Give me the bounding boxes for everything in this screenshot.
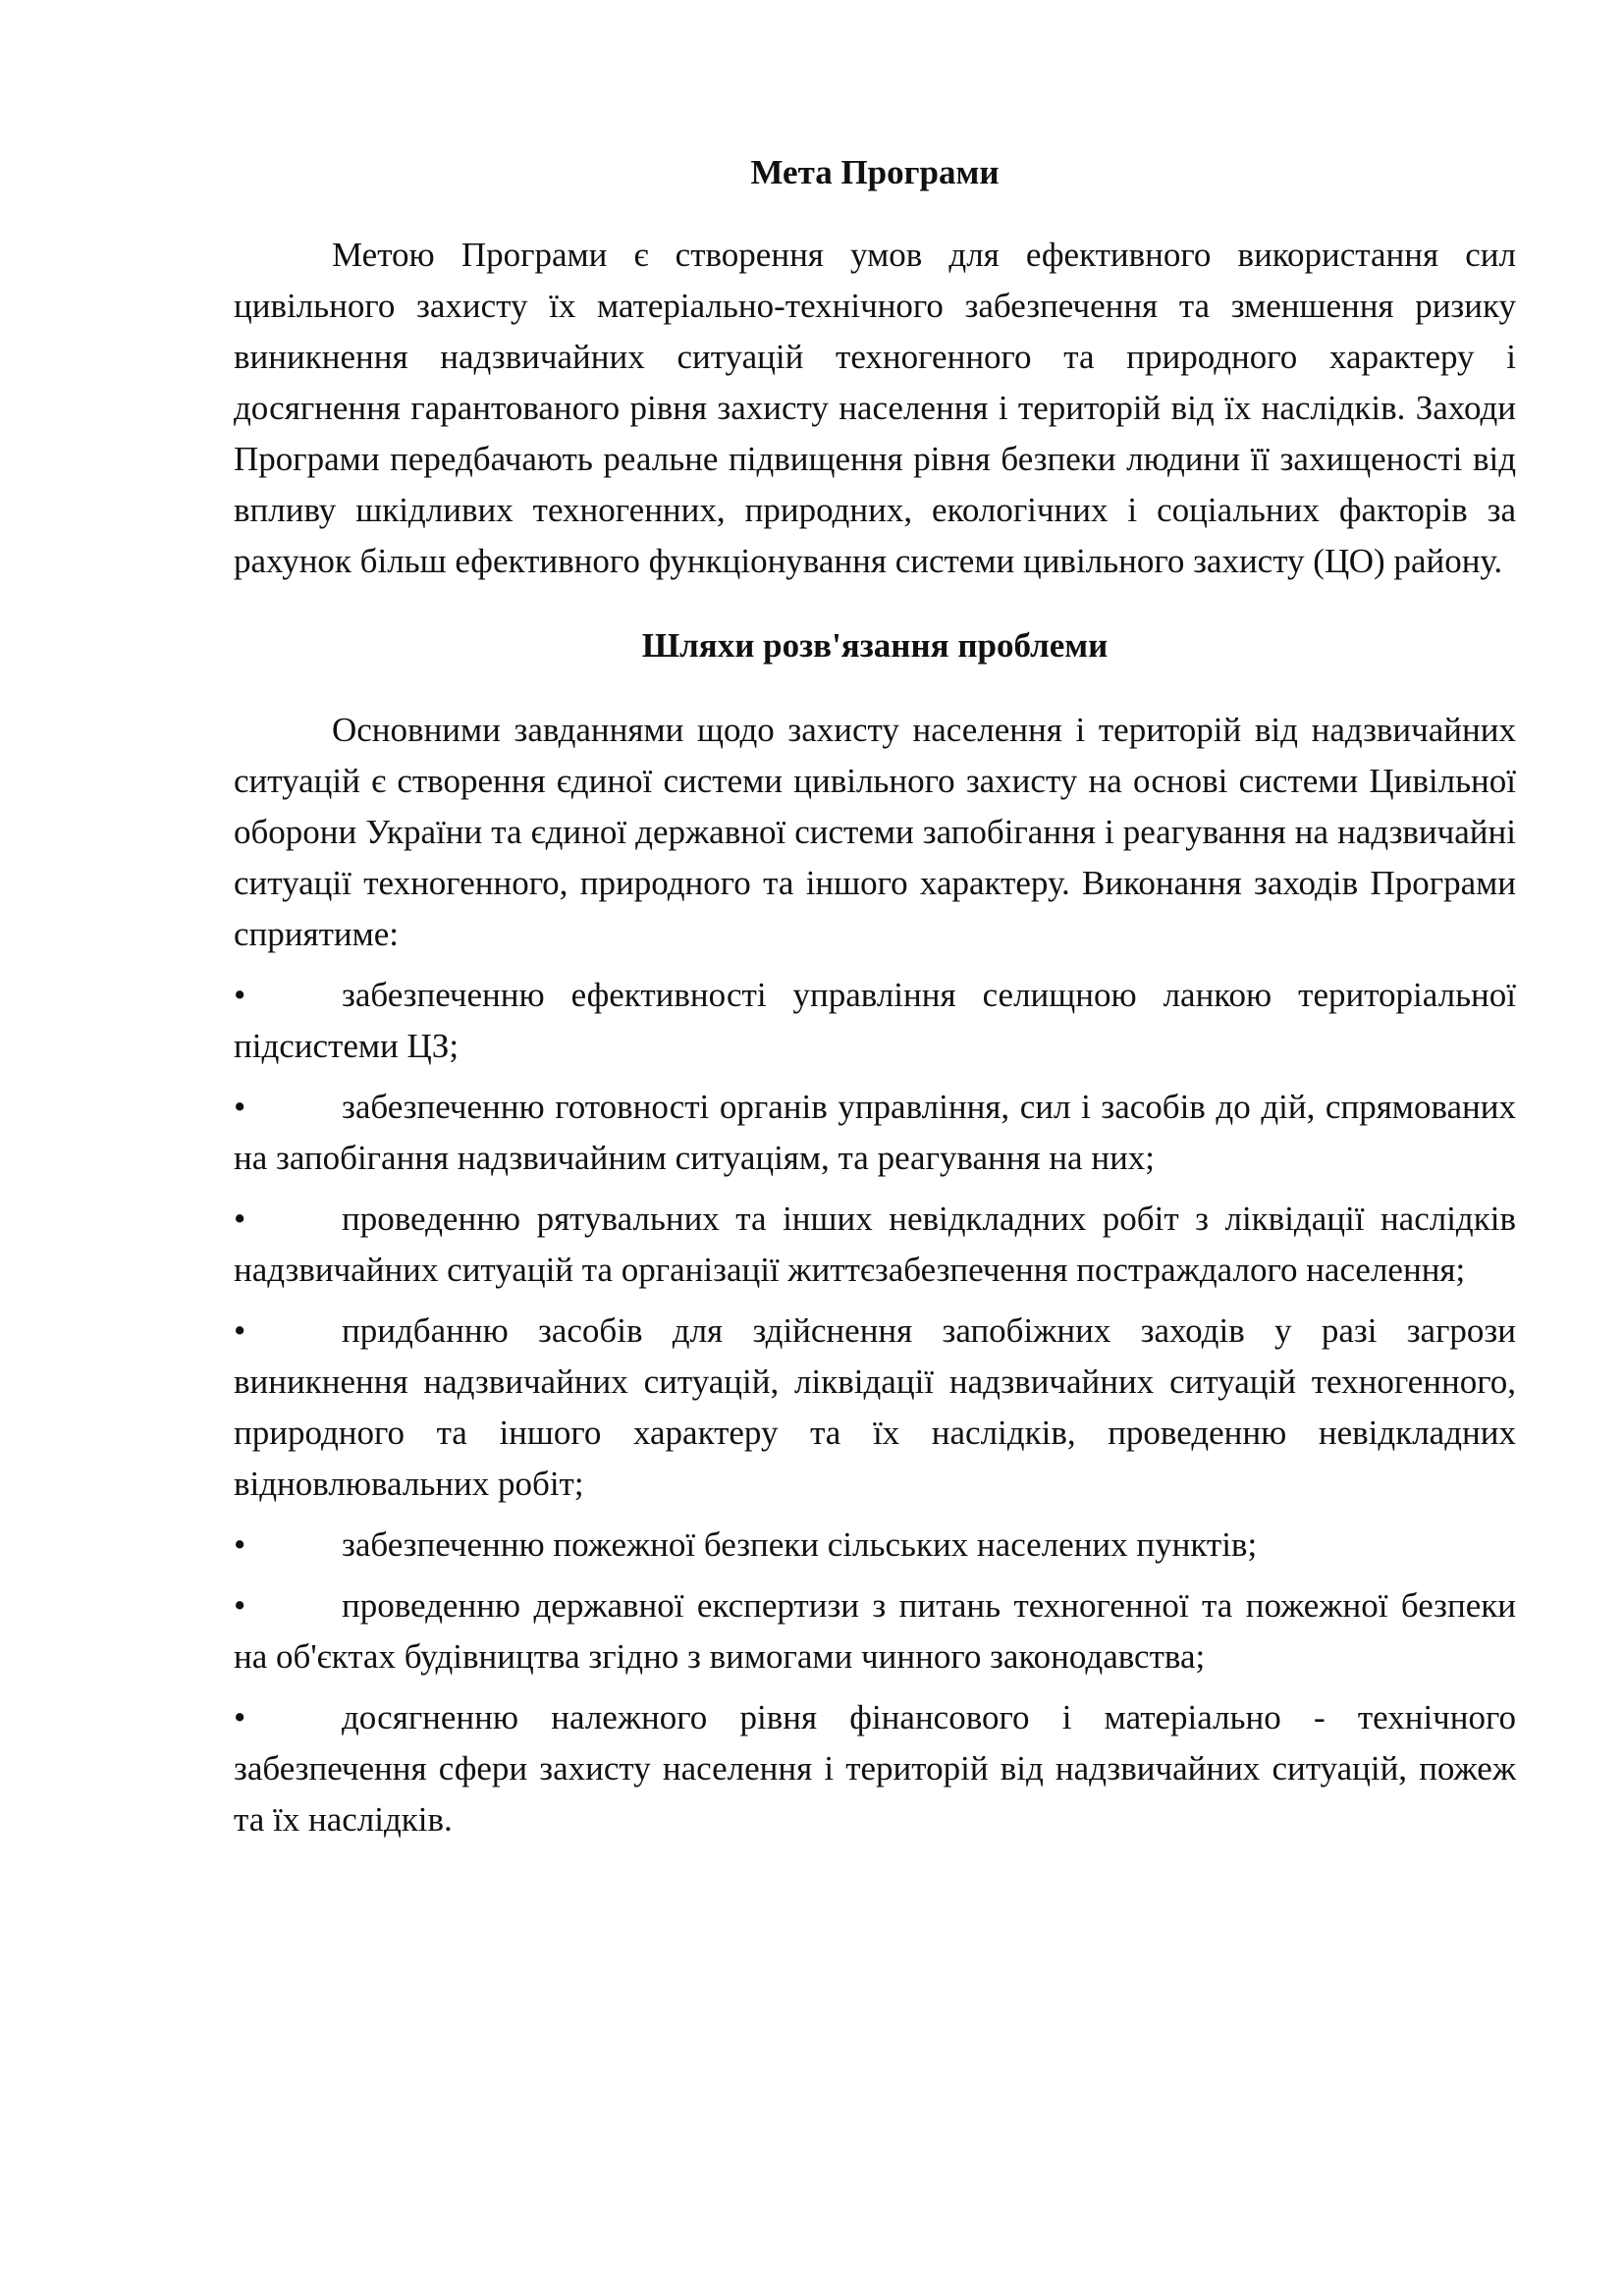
list-item <box>234 1306 1516 1510</box>
list-item-text: забезпеченню ефективності управління селищною ланкою територіальної підсистеми ЦЗ; <box>234 976 1516 1065</box>
list-item <box>234 1520 1516 1571</box>
list-item-text: досягненню належного рівня фінансового і матеріально - технічного забезпечення сфери захисту населення і територій від надзвичайних ситуацій, пожеж та їх наслідків. <box>234 1698 1516 1839</box>
solutions-intro-paragraph: Основними завданнями щодо захисту населення і територій від надзвичайних ситуацій є створення єдиної системи цивільного захисту на основі системи Цивільної оборони України та єдиної державної системи запобігання і реагування на надзвичайні ситуації техногенного, природного та іншого характеру. Виконання заходів Програми сприятиме: <box>234 711 1516 953</box>
solutions-heading: Шляхи розв'язання проблеми <box>641 626 1109 665</box>
list-item-text: забезпеченню готовності органів управління, сил і засобів до дій, спрямованих на запобігання надзвичайним ситуаціям, та реагування на них; <box>234 1088 1516 1177</box>
list-item <box>234 1580 1516 1682</box>
bullet-icon: • <box>234 1311 246 1350</box>
list-item <box>234 1194 1516 1296</box>
bullet-icon: • <box>234 1698 246 1736</box>
list-item <box>234 970 1516 1072</box>
list-item <box>234 1082 1516 1184</box>
bullet-icon: • <box>234 1088 246 1126</box>
list-item-text: проведенню державної експертизи з питань техногенної та пожежної безпеки на об'єктах будівництва згідно з вимогами чинного законодавства; <box>234 1586 1516 1676</box>
bullet-icon: • <box>234 1586 246 1625</box>
list-item <box>234 1692 1516 1845</box>
goal-paragraph: Метою Програми є створення умов для ефективного використання сил цивільного захисту їх матеріально-технічного забезпечення та зменшення ризику виникнення надзвичайних ситуацій техногенного та природного характеру і досягнення гарантованого рівня захисту населення і територій від їх наслідків. Заходи Програми передбачають реальне підвищення рівня безпеки людини її захищеності від впливу шкідливих техногенних, природних, екологічних і соціальних факторів за рахунок більш ефективного функціонування системи цивільного захисту (ЦО) району. <box>234 236 1516 580</box>
list-item-text: придбанню засобів для здійснення запобіжних заходів у разі загрози виникнення надзвичайних ситуацій, ліквідації надзвичайних ситуацій техногенного, природного та іншого характеру та їх наслідків, проведенню невідкладних відновлювальних робіт; <box>234 1311 1516 1503</box>
list-item-text: забезпеченню пожежної безпеки сільських населених пунктів; <box>342 1525 1258 1564</box>
measures-list <box>234 970 1516 1845</box>
bullet-icon: • <box>234 1200 246 1238</box>
list-item-text: проведенню рятувальних та інших невідкладних робіт з ліквідації наслідків надзвичайних ситуацій та організації життєзабезпечення постраждалого населення; <box>234 1200 1516 1289</box>
document-body <box>234 147 1516 1845</box>
bullet-icon: • <box>234 1525 246 1564</box>
bullet-icon: • <box>234 976 246 1014</box>
goal-heading: Мета Програми <box>750 153 1000 191</box>
